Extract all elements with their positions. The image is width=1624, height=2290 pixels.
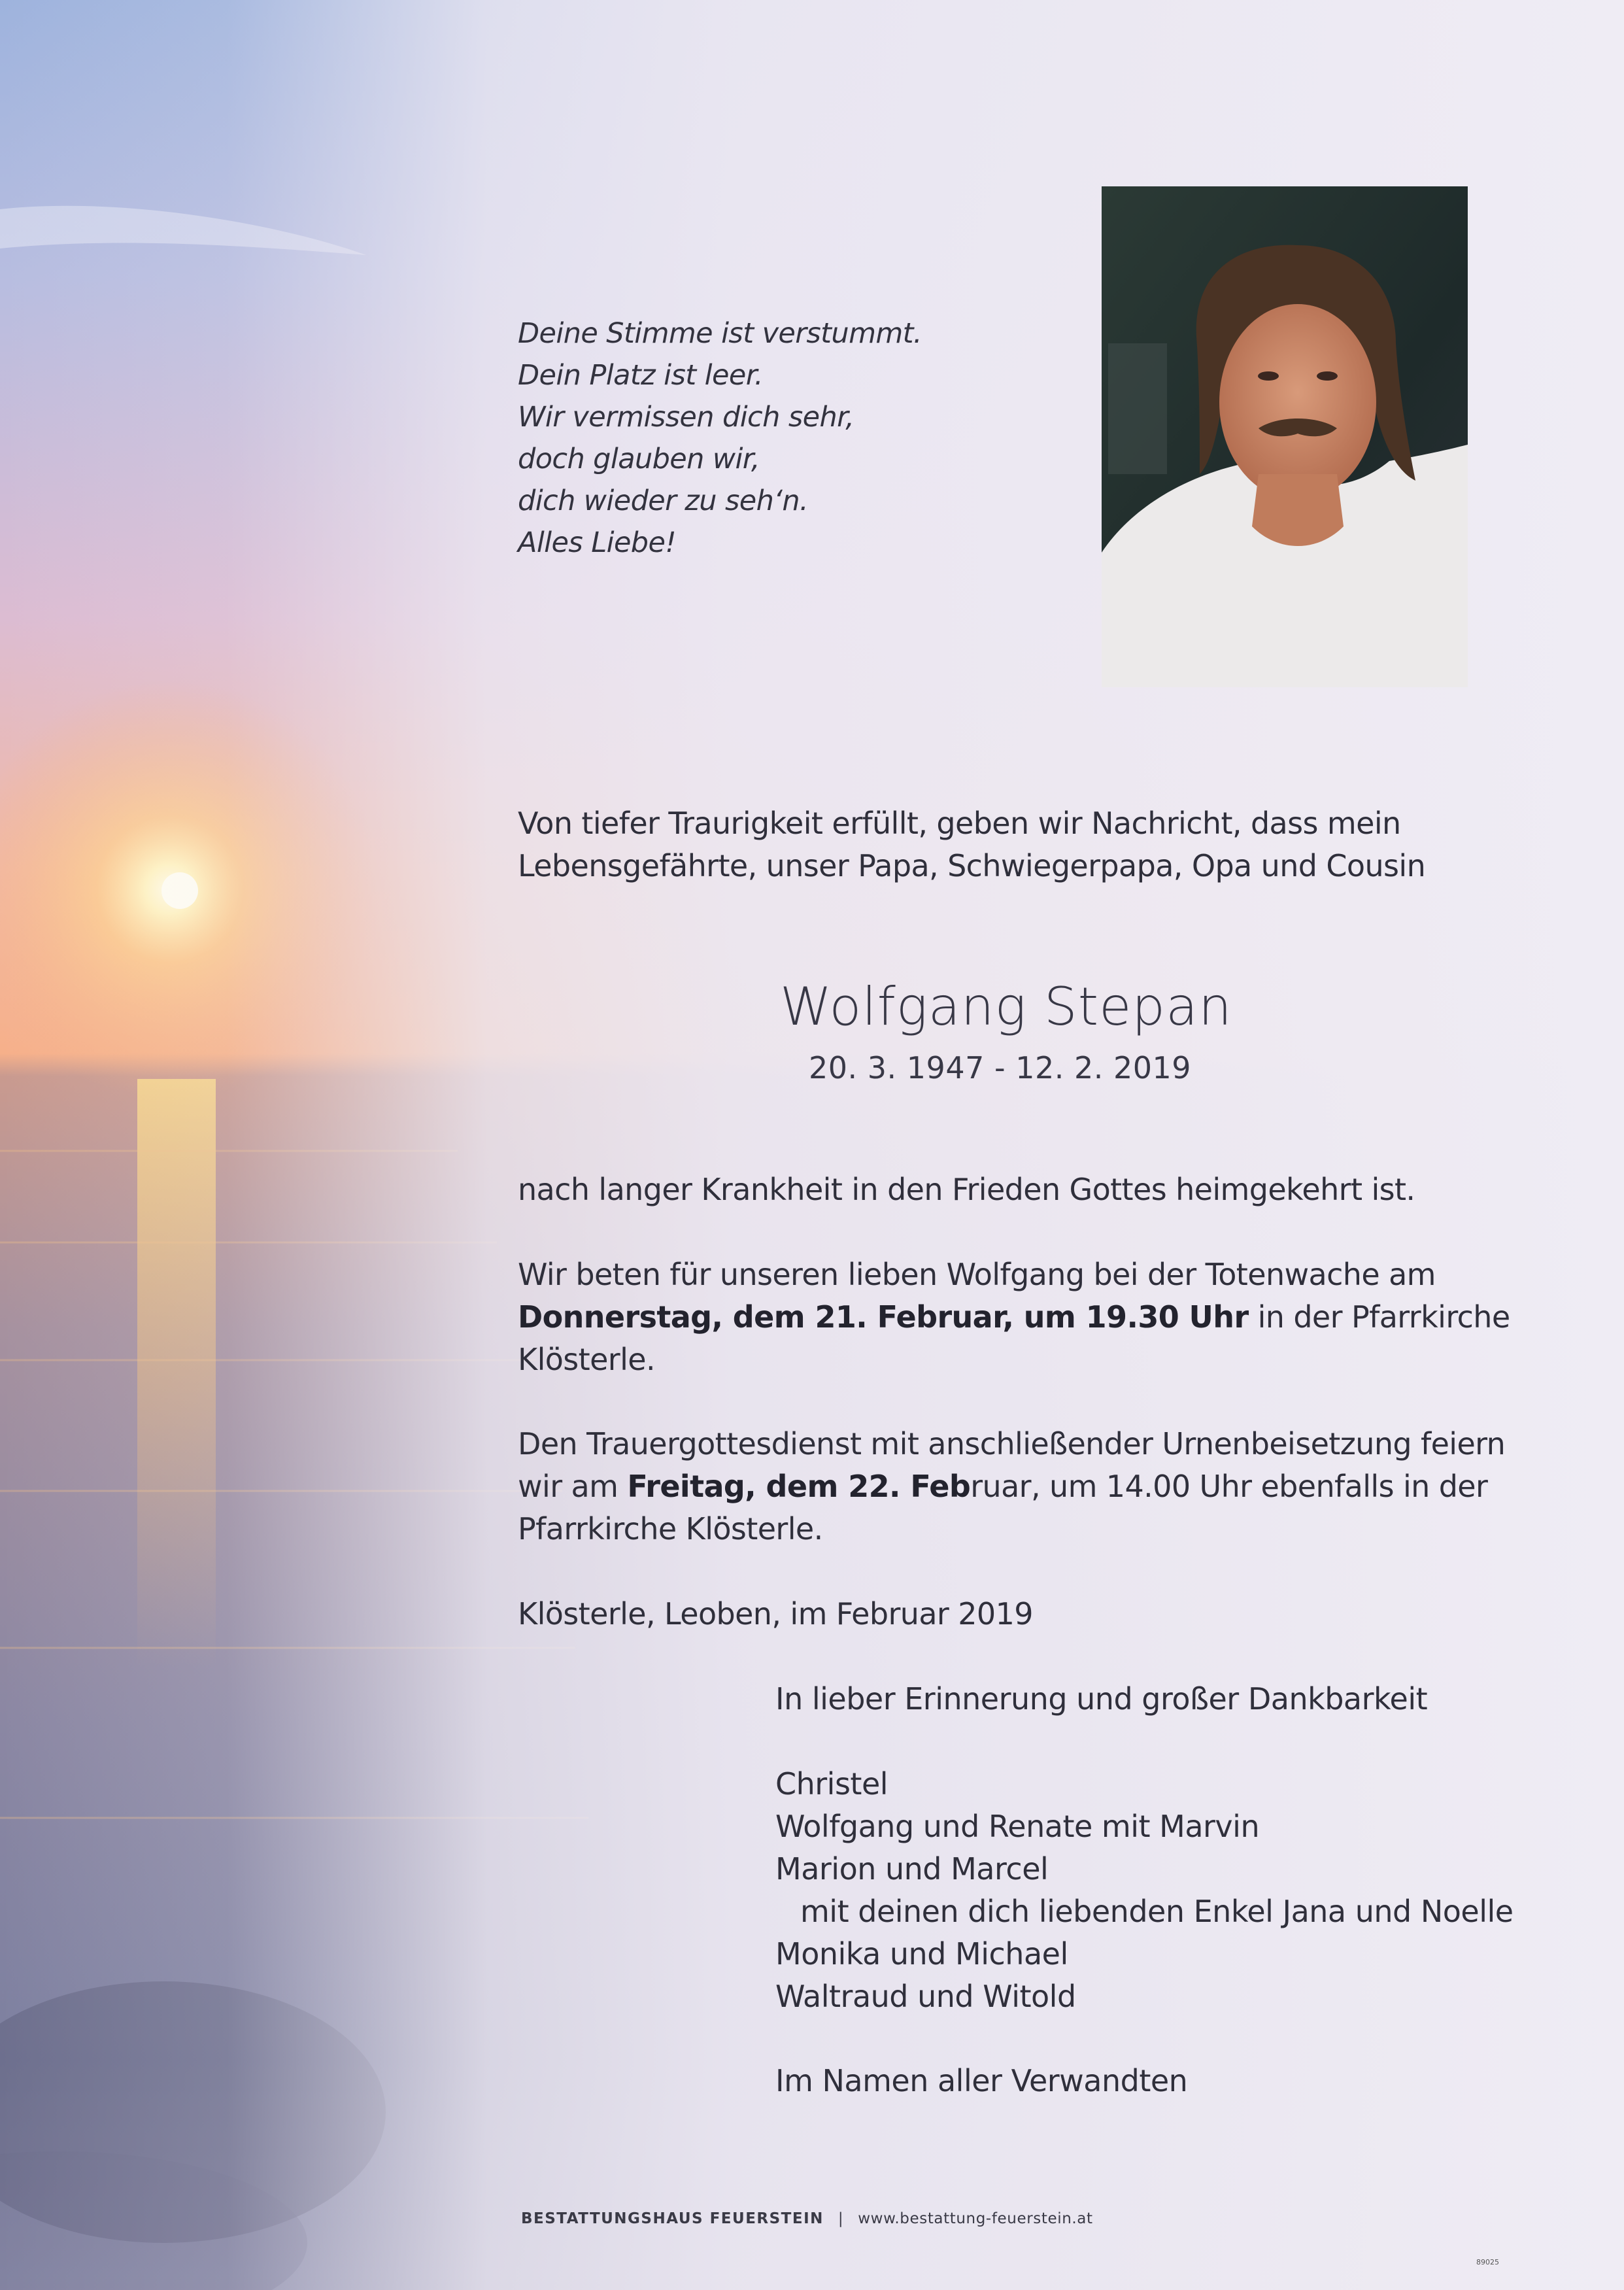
- mourner-entry: Monika und Michael: [775, 1936, 1068, 1972]
- vigil-line: Klösterle.: [518, 1342, 656, 1377]
- poem-line: Dein Platz ist leer.: [518, 359, 763, 392]
- deceased-name: Wolfgang Stepan: [780, 976, 1232, 1037]
- funeral-pre: wir am: [518, 1469, 628, 1504]
- relatives-line: [775, 2060, 1187, 2102]
- vigil-line: [518, 1296, 1510, 1339]
- intro-line: Lebensgefährte, unser Papa, Schwiegerpapa, Opa und Cousin: [518, 848, 1426, 883]
- funeral-line: [518, 1465, 1505, 1508]
- passing-paragraph: [518, 1169, 1415, 1211]
- poem-line: Alles Liebe!: [518, 526, 676, 559]
- mourner-entry: Wolfgang und Renate mit Marvin: [775, 1809, 1260, 1844]
- intro-paragraph: [518, 802, 1425, 887]
- mourner-entry: Marion und Marcel: [775, 1851, 1049, 1887]
- closing-text: In lieber Erinnerung und großer Dankbarkeit: [775, 1681, 1428, 1717]
- relatives-text: Im Namen aller Verwandten: [775, 2063, 1188, 2098]
- portrait-photo: [1102, 186, 1468, 687]
- poem-line: dich wieder zu seh‘n.: [518, 485, 809, 517]
- footer: [521, 2209, 1093, 2229]
- vigil-location: in der Pfarrkirche: [1248, 1299, 1510, 1335]
- place-date-line: Klösterle, Leoben, im Februar 2019: [518, 1596, 1033, 1632]
- passing-line: nach langer Krankheit in den Frieden Gottes heimgekehrt ist.: [518, 1172, 1415, 1207]
- mourner-entry: Christel: [775, 1766, 888, 1802]
- poem: [518, 313, 922, 564]
- funeral-paragraph: [518, 1423, 1505, 1550]
- mourners-list: [775, 1763, 1514, 2018]
- poem-line: Deine Stimme ist verstummt.: [518, 317, 922, 350]
- closing-line: [775, 1678, 1427, 1720]
- funeral-home-name: BESTATTUNGSHAUS FEUERSTEIN: [521, 2210, 824, 2227]
- funeral-rest: ruar, um 14.00 Uhr ebenfalls in der: [970, 1469, 1488, 1504]
- mourner-entry: mit deinen dich liebenden Enkel Jana und Noelle: [800, 1894, 1514, 1929]
- vigil-date: Donnerstag, dem 21. Februar, um 19.30 Uhr: [518, 1299, 1249, 1335]
- poem-line: doch glauben wir,: [518, 443, 760, 475]
- vigil-line: Wir beten für unseren lieben Wolfgang bei der Totenwache am: [518, 1257, 1436, 1292]
- place-date: [518, 1593, 1033, 1635]
- print-code: 89025: [1476, 2258, 1499, 2266]
- intro-line: Von tiefer Traurigkeit erfüllt, geben wir Nachricht, dass mein: [518, 806, 1401, 841]
- funeral-home-url[interactable]: www.bestattung-feuerstein.at: [858, 2210, 1093, 2227]
- poem-line: Wir vermissen dich sehr,: [518, 401, 854, 434]
- footer-separator: |: [837, 2210, 844, 2227]
- funeral-line: Den Trauergottesdienst mit anschließender Urnenbeisetzung feiern: [518, 1426, 1506, 1461]
- funeral-date: Freitag, dem 22. Feb: [627, 1469, 971, 1504]
- life-dates: 20. 3. 1947 - 12. 2. 2019: [809, 1050, 1192, 1085]
- funeral-line: Pfarrkirche Klösterle.: [518, 1511, 823, 1547]
- vigil-paragraph: [518, 1254, 1510, 1381]
- mourner-entry: Waltraud und Witold: [775, 1979, 1076, 2014]
